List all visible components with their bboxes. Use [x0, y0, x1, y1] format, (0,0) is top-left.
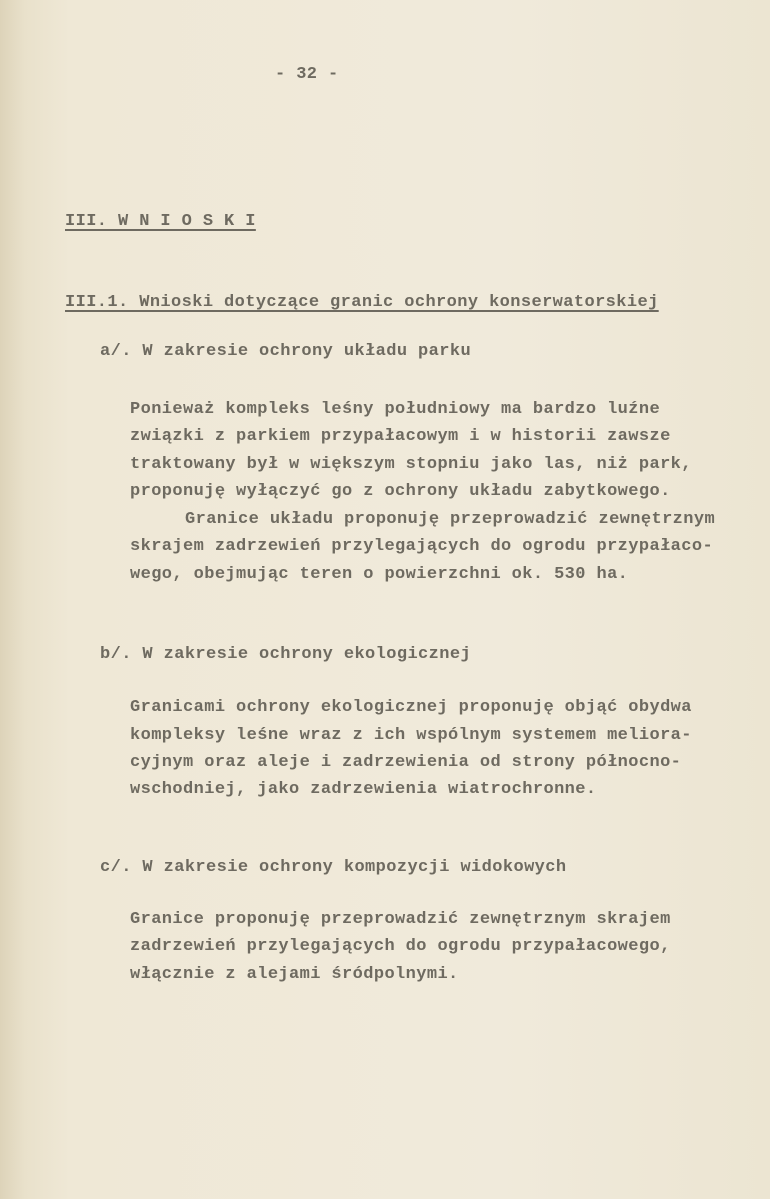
- paragraph-line: kompleksy leśne wraz z ich wspólnym systemem meliora-: [130, 726, 692, 745]
- subsection-c-title: c/. W zakresie ochrony kompozycji widokowych: [100, 858, 567, 877]
- paragraph-line: proponuję wyłączyć go z ochrony układu zabytkowego.: [130, 482, 671, 501]
- section-heading: III.1. Wnioski dotyczące granic ochrony konserwatorskiej: [65, 293, 659, 312]
- subsection-a-title: a/. W zakresie ochrony układu parku: [100, 342, 472, 361]
- paragraph-line: traktowany był w większym stopniu jako las, niż park,: [130, 455, 692, 474]
- page-number: - 32 -: [275, 65, 339, 84]
- paragraph-line: włącznie z alejami śródpolnymi.: [130, 965, 459, 984]
- subsection-b-title: b/. W zakresie ochrony ekologicznej: [100, 645, 472, 664]
- paragraph-line: Granice układu proponuję przeprowadzić zewnętrznym: [185, 510, 716, 529]
- paragraph-line: Ponieważ kompleks leśny południowy ma bardzo luźne: [130, 400, 661, 419]
- paragraph-line: cyjnym oraz aleje i zadrzewienia od strony północno-: [130, 753, 682, 772]
- chapter-heading: III. W N I O S K I: [65, 212, 256, 231]
- paragraph-line: skrajem zadrzewień przylegających do ogrodu przypałaco-: [130, 537, 714, 556]
- paragraph-line: zadrzewień przylegających do ogrodu przypałacowego,: [130, 937, 671, 956]
- paragraph-line: Granicami ochrony ekologicznej proponuję objąć obydwa: [130, 698, 692, 717]
- paragraph-line: związki z parkiem przypałacowym i w historii zawsze: [130, 427, 671, 446]
- paragraph-line: wego, obejmując teren o powierzchni ok. 530 ha.: [130, 565, 629, 584]
- paragraph-line: wschodniej, jako zadrzewienia wiatrochronne.: [130, 780, 597, 799]
- paragraph-line: Granice proponuję przeprowadzić zewnętrznym skrajem: [130, 910, 671, 929]
